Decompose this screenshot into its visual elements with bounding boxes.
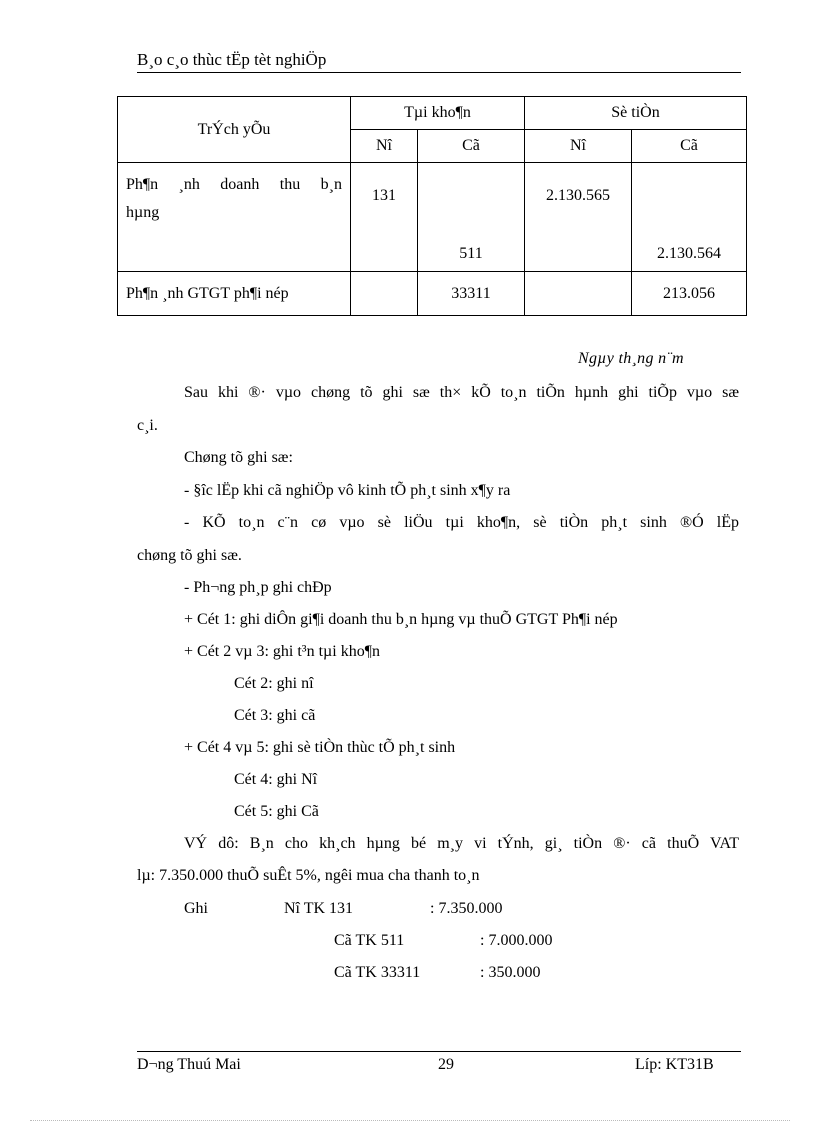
row1-desc-line2: hµng xyxy=(126,204,160,221)
page-header-title: B¸o c¸o thùc tËp tèt nghiÖp xyxy=(137,50,327,69)
row2-description: Ph¶n ¸nh GTGT ph¶i nép xyxy=(118,272,351,316)
footer-class: Líp: KT31B xyxy=(635,1056,714,1073)
row2-credit-amount: 213.056 xyxy=(632,272,747,316)
row1-credit-account: 511 xyxy=(418,163,525,272)
paragraph-1-line-1: Sau khi ®· vµo chøng tõ ghi sæ th× kÕ to¸n tiÕn hµnh ghi tiÕp vµo sæ xyxy=(184,384,739,401)
entry-1-amount: : 7.350.000 xyxy=(430,900,503,917)
entry-3-account: Cã TK 33311 xyxy=(334,964,421,981)
th-account-debit: Nî xyxy=(351,130,418,163)
th-amount-debit: Nî xyxy=(525,130,632,163)
footer-author: D¬ng Thuú Mai xyxy=(137,1056,241,1073)
row1-description xyxy=(118,163,351,272)
th-amount-credit: Cã xyxy=(632,130,747,163)
entry-3-amount: : 350.000 xyxy=(480,964,541,981)
row2-debit-account xyxy=(351,272,418,316)
table-row xyxy=(118,163,747,272)
paragraph-9: Cét 3: ghi cã xyxy=(234,707,316,724)
row2-debit-amount xyxy=(525,272,632,316)
table-row xyxy=(118,272,747,316)
paragraph-3: - §îc lËp khi cã nghiÖp vô kinh tÕ ph¸t sinh x¶y ra xyxy=(184,482,511,499)
th-account-credit: Cã xyxy=(418,130,525,163)
footer-rule xyxy=(137,1051,741,1052)
paragraph-8: Cét 2: ghi nî xyxy=(234,675,314,692)
row1-debit-amount: 2.130.565 xyxy=(525,163,632,272)
entry-2-amount: : 7.000.000 xyxy=(480,932,553,949)
header-rule xyxy=(137,72,741,73)
date-line: Ngµy th¸ng n¨m xyxy=(578,350,684,367)
th-amount: Sè tiÒn xyxy=(525,97,747,130)
paragraph-10: + Cét 4 vµ 5: ghi sè tiÒn thùc tÕ ph¸t sinh xyxy=(184,739,456,756)
row1-credit-amount: 2.130.564 xyxy=(632,163,747,272)
paragraph-4-line-2: chøng tõ ghi sæ. xyxy=(137,547,242,564)
paragraph-11: Cét 4: ghi Nî xyxy=(234,771,318,788)
paragraph-2: Chøng tõ ghi sæ: xyxy=(184,449,293,466)
footer-page-number: 29 xyxy=(438,1056,454,1073)
paragraph-6: + Cét 1: ghi diÔn gi¶i doanh thu b¸n hµng vµ thuÕ GTGT Ph¶i nép xyxy=(184,611,618,628)
row1-desc-line1: Ph¶n ¸nh doanh thu b¸n xyxy=(126,176,342,193)
th-description: TrÝch yÕu xyxy=(118,97,351,163)
paragraph-13-line-1: VÝ dô: B¸n cho kh¸ch hµng bé m¸y vi tÝnh, gi¸ tiÒn ®· cã thuÕ VAT xyxy=(184,835,739,852)
row2-credit-account: 33311 xyxy=(418,272,525,316)
row1-debit-account: 131 xyxy=(351,163,418,272)
paragraph-1-line-2: c¸i. xyxy=(137,417,158,434)
paragraph-12: Cét 5: ghi Cã xyxy=(234,803,319,820)
entry-ghi-label: Ghi xyxy=(184,900,208,917)
entry-1-account: Nî TK 131 xyxy=(284,900,354,917)
entry-2-account: Cã TK 511 xyxy=(334,932,405,949)
paragraph-13-line-2: lµ: 7.350.000 thuÕ suÊt 5%, ngêi mua cha thanh to¸n xyxy=(137,867,480,884)
ledger-table xyxy=(117,96,747,316)
paragraph-5: - Ph¬ng ph¸p ghi chÐp xyxy=(184,579,332,596)
paragraph-7: + Cét 2 vµ 3: ghi t³n tµi kho¶n xyxy=(184,643,380,660)
paragraph-4-line-1: - KÕ to¸n c¨n cø vµo sè liÖu tµi kho¶n, sè tiÒn ph¸t sinh ®Ó lËp xyxy=(184,514,739,531)
page-bottom-dotted-edge xyxy=(30,1120,790,1121)
th-account: Tµi kho¶n xyxy=(351,97,525,130)
